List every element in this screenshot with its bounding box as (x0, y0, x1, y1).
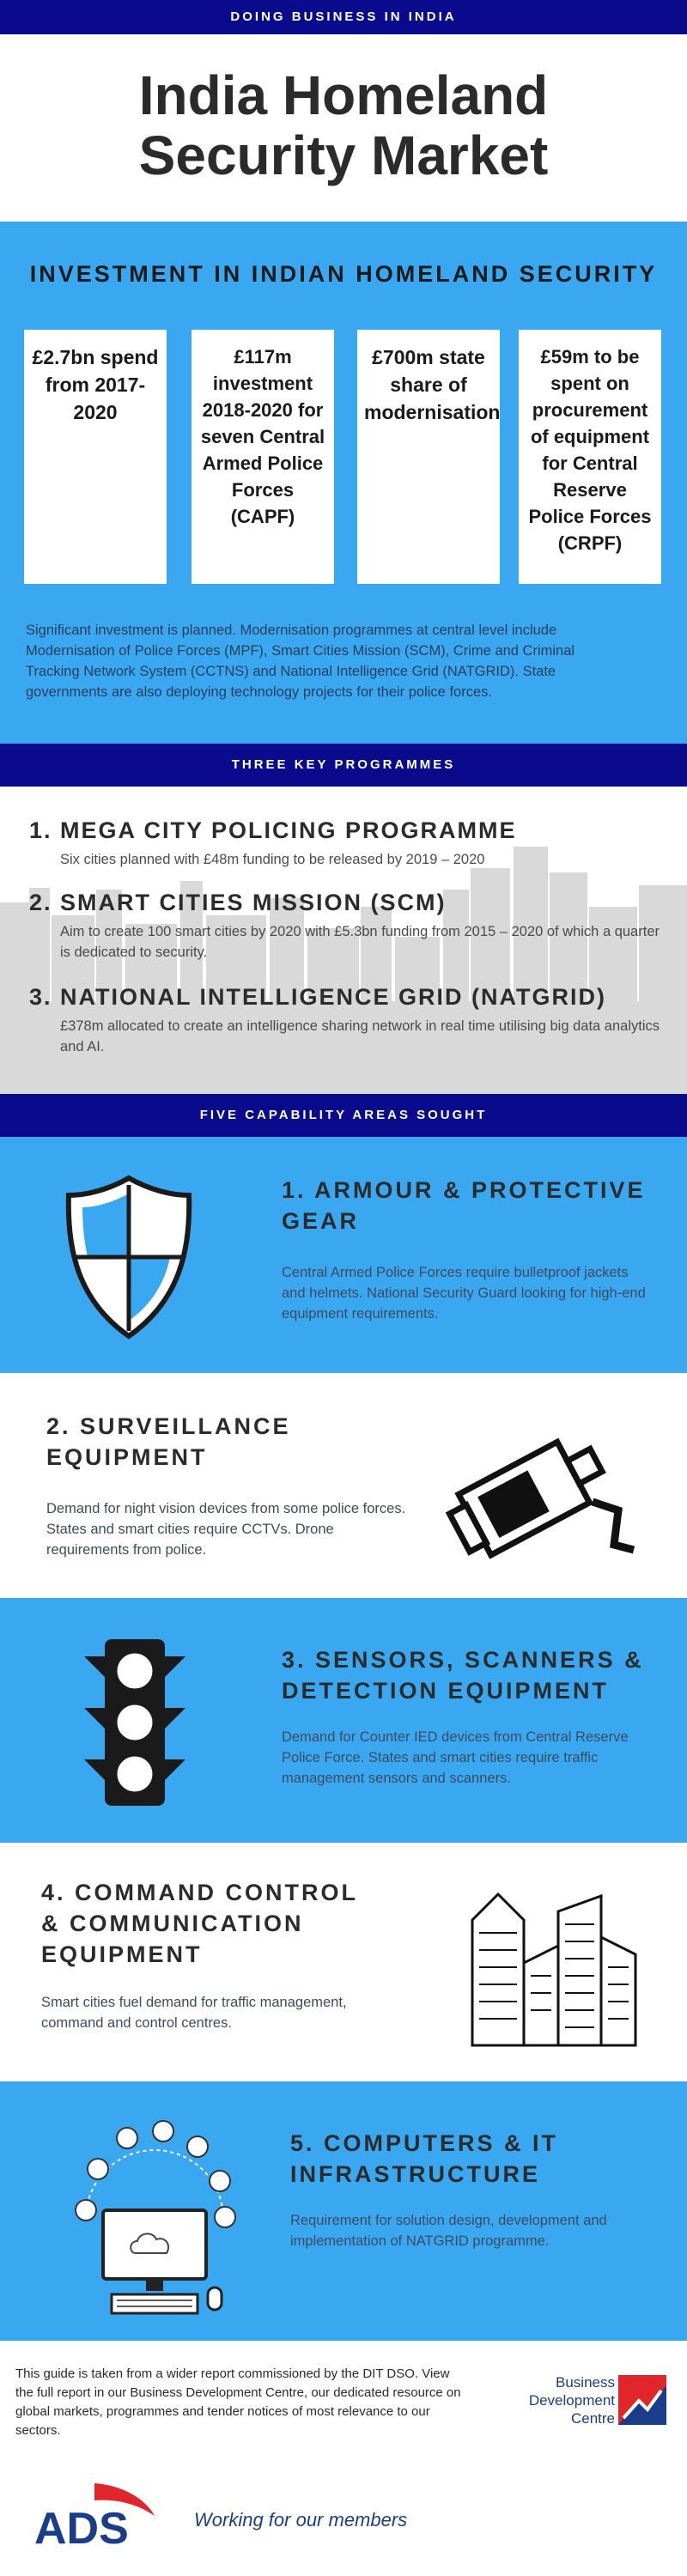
capability-4 (0, 1843, 687, 2081)
investment-card-3: £700m state share of modernisation (357, 330, 500, 584)
top-banner (0, 0, 687, 34)
page-title-line-2: Security Market (138, 125, 549, 186)
capability-1-description: Central Armed Police Forces require bulletproof jackets and helmets. National Security Guard looking for high-end equipment requirements. (282, 1265, 646, 1321)
programmes-section (0, 787, 687, 1094)
capability-5 (0, 2081, 687, 2341)
capability-3 (0, 1598, 687, 1843)
programme-2 (29, 890, 665, 963)
capability-4-description: Smart cities fuel demand for traffic management, command and control centres. (41, 1995, 347, 2031)
programme-3-title: 3. NATIONAL INTELLIGENCE GRID (NATGRID) (29, 984, 606, 1010)
shield-icon (60, 1171, 198, 1343)
city-buildings-icon (464, 1886, 644, 2049)
bdc-logo-text (512, 2373, 615, 2427)
title-section (0, 34, 687, 222)
investment-card-2: £117m investment 2018-2020 for seven Central Armed Police Forces (CAPF) (192, 330, 334, 584)
business-development-centre-logo[interactable] (512, 2372, 666, 2440)
programme-2-description: Aim to create 100 smart cities by 2020 with £5.3bn funding from 2015 – 2020 of which a quarter is dedicated to security. (60, 924, 660, 960)
capabilities-banner-label: FIVE CAPABILITY AREAS SOUGHT (199, 1108, 488, 1122)
programme-3 (29, 984, 665, 1057)
capability-2 (0, 1373, 687, 1598)
cctv-camera-icon (438, 1407, 644, 1562)
programme-3-description: £378m allocated to create an intelligence sharing network in real time utilising big data analytics and AI. (60, 1018, 660, 1054)
capability-4-title: 4. COMMAND CONTROL & COMMUNICATION EQUIPMENT (41, 1880, 358, 1967)
top-banner-label: DOING BUSINESS IN INDIA (230, 9, 457, 24)
capability-2-title: 2. SURVEILLANCE EQUIPMENT (46, 1413, 291, 1470)
bdc-logo-line-3: Centre (570, 2410, 615, 2427)
capability-1 (0, 1137, 687, 1373)
footer-text: This guide is taken from a wider report commissioned by the DIT DSO. View the full report in our Business Development Centre, our dedicated resource on global markets, programmes and tender notices of most relevance to our sectors. (15, 2366, 461, 2438)
investment-section (0, 222, 687, 744)
capability-5-description: Requirement for solution design, development and implementation of NATGRID programme. (290, 2213, 607, 2249)
page-title (0, 34, 687, 185)
programmes-banner-label: THREE KEY PROGRAMMES (231, 757, 456, 772)
investment-heading: INVESTMENT IN INDIAN HOMELAND SECURITY (29, 261, 658, 287)
page-title-line-1: India Homeland (138, 64, 549, 126)
capability-3-title: 3. SENSORS, SCANNERS & DETECTION EQUIPMENT (282, 1647, 644, 1704)
programme-1-title: 1. MEGA CITY POLICING PROGRAMME (29, 817, 517, 843)
capability-1-title: 1. ARMOUR & PROTECTIVE GEAR (282, 1177, 646, 1234)
investment-description: Significant investment is planned. Modernisation programmes at central level include Modernisation of Police Forces (MPF), Smart Cities Mission (SCM), Crime and Criminal Tracking Network System (CCTNS) and National Intelligence Grid (NATGRID). State governments are also deploying technology projects for their police forces. (26, 623, 575, 700)
ads-tagline: Working for our members (194, 2509, 408, 2530)
traffic-light-icon (79, 1632, 191, 1813)
programme-2-title: 2. SMART CITIES MISSION (SCM) (29, 890, 447, 915)
capabilities-banner (0, 1094, 687, 1137)
bdc-logo-line-2: Development (528, 2392, 615, 2409)
bdc-logo-line-1: Business (556, 2374, 615, 2391)
capability-2-description: Demand for night vision devices from some police forces. States and smart cities require CCTVs. Drone requirements from police. (46, 1501, 406, 1558)
programmes-banner (0, 744, 687, 787)
ads-logo[interactable] (34, 2482, 163, 2550)
programme-1-description: Six cities planned with £48m funding to be released by 2019 – 2020 (60, 852, 485, 867)
capability-5-title: 5. COMPUTERS & IT INFRASTRUCTURE (290, 2130, 559, 2187)
bdc-arrow-icon (618, 2375, 666, 2425)
computer-network-icon (69, 2107, 240, 2322)
capability-3-description: Demand for Counter IED devices from Central Reserve Police Force. States and smart cities require traffic management sensors and scanners. (282, 1729, 629, 1786)
ads-logo-text: ADS (34, 2504, 129, 2550)
programme-1 (29, 817, 665, 870)
footer (0, 2341, 687, 2576)
investment-card-4: £59m to be spent on procurement of equipment for Central Reserve Police Forces (CRPF) (519, 330, 661, 584)
investment-card-1: £2.7bn spend from 2017-2020 (24, 330, 167, 584)
